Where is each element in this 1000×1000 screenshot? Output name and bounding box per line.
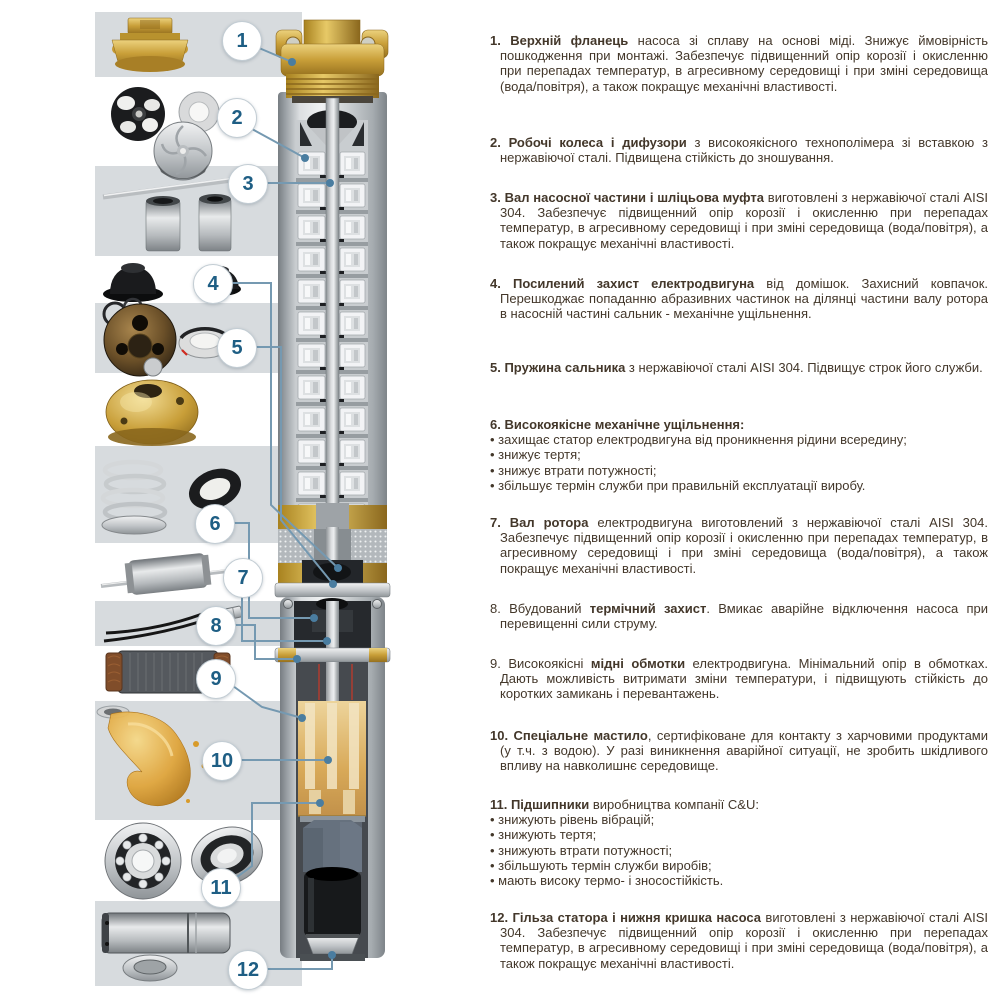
description-text: насоса зі сплаву на основі міді. Знижує ймовірність пошкодження при монтажі. Забезпечує підвищенний опір корозії і окисленню при перепадах температур, в агресивному середовищі і при зміні середовища (вода/повітря), а також покращує механічні властивості. — [500, 33, 988, 94]
callout-number: 4 — [207, 273, 219, 295]
description-item-4 — [490, 276, 988, 322]
description-text: • збільшують термін служби виробів; — [490, 857, 712, 873]
description-item-11 — [490, 797, 988, 888]
description-bold-text: термічний захист — [589, 601, 707, 616]
description-text: • знижують тертя; — [490, 827, 597, 843]
description-text: • знижує втрати потужності; — [490, 462, 657, 478]
motor-protection-caps-photo — [103, 263, 241, 302]
description-text: • захищає статор електродвигуна від проникнення рідини всередину; — [490, 432, 907, 448]
description-bold-text: 1. Верхній фланець — [490, 33, 629, 48]
callout-number: 9 — [210, 668, 222, 690]
description-text: електродвигуна виготовлений з нержавіючої сталі AISI 304. Забезпечує підвищенний опір корозії і окисленню при перепадах температур, в агресивному середовищі і при зміні середовища (вода/повітря), а також покращує механічні властивості. — [500, 515, 988, 576]
description-text: . Вмикає аварійне відключення насоса при перевищенні сили струму. — [500, 601, 988, 632]
upper-brass-flange-photo — [112, 18, 188, 72]
mechanical-seal-spring-photo — [102, 461, 247, 534]
description-text: з високоякісного технополімера зі вставкою з нержавіючої сталі. Підвищена стійкість до зношування. — [500, 135, 988, 166]
description-bold-text: 2. Робочі колеса і дифузори — [490, 135, 687, 150]
description-item-6 — [490, 417, 988, 493]
ball-bearings-photo — [105, 818, 270, 899]
callout-number: 1 — [236, 30, 248, 52]
thermal-protector-cables-photo — [104, 606, 243, 641]
callout-number: 2 — [231, 107, 243, 129]
callout-number: 3 — [242, 173, 254, 195]
description-bold-text: 11. Підшипники — [490, 797, 590, 812]
description-item-9 — [490, 656, 988, 702]
description-text: • знижує тертя; — [490, 447, 581, 463]
callout-number: 7 — [237, 567, 249, 589]
description-text: 8. Вбудований — [490, 601, 590, 616]
callout-number: 5 — [231, 337, 243, 359]
description-text: • збільшує термін служби при правильній експлуатації виробу. — [490, 477, 866, 493]
description-text: з нержавіючої сталі AISI 304. Підвищує строк його служби. — [625, 360, 983, 375]
description-text: виготовлені з нержавіючої сталі AISI 304. Забезпечує підвищенний опір корозії і окисленню при перепадах температур, в агресивному середовищі і при зміні середовища (вода/повітря), а також покращує механічні властивості. — [500, 190, 988, 251]
stator-sleeve-bottom-cap-photo — [102, 913, 230, 981]
description-bold-text: мідні обмотки — [590, 656, 686, 671]
description-text: • знижують рівень вібрацій; — [490, 812, 655, 828]
description-text: • знижують втрати потужності; — [490, 842, 673, 858]
description-text: виготовлені з нержавіючої сталі AISI 304. Забезпечує підвищенний опір корозії і окисленню при перепадах температур, в агресивному середовищі і при зміні середовища (вода/повітря), а також покращує механічні властивості. — [500, 910, 989, 971]
description-bold-text: 12. Гільза статора і нижня кришка насоса — [490, 910, 762, 925]
impellers-diffusers-photo — [111, 87, 219, 180]
rotor-shaft-photo — [101, 553, 236, 596]
seal-housing-rings-photo — [104, 299, 231, 376]
description-text: 9. Високоякісні — [490, 656, 591, 671]
description-item-7 — [490, 515, 988, 576]
descriptions-column — [490, 0, 990, 1000]
stator-copper-windings-photo — [106, 651, 230, 693]
description-bold-text: 6. Високоякісне механічне ущільнення: — [490, 417, 745, 432]
special-oil-splash-photo — [97, 706, 207, 806]
description-text: , сертифіковане для контакту з харчовими продуктами (у т.ч. з водою). У разі виникнення аварійної ситуації, не зробить шкідливого впливу на навколишнє середовище. — [500, 728, 988, 774]
callout-number: 6 — [209, 513, 221, 535]
description-bold-text: 7. Вал ротора — [490, 515, 589, 530]
callout-number: 12 — [236, 959, 260, 981]
description-item-2 — [490, 135, 988, 165]
description-item-12 — [490, 910, 988, 971]
description-text: від домішок. Захисний ковпачок. Перешкоджає попаданню абразивних частинок на ділянці частини валу ротора в насосній частині сальник - механічне ущільнення. — [500, 276, 988, 322]
callout-number: 10 — [210, 750, 234, 772]
description-item-1 — [490, 33, 988, 94]
description-item-8 — [490, 601, 988, 631]
description-item-5 — [490, 360, 988, 375]
borehole-pump-cutaway-illustration — [275, 20, 390, 961]
pump-shaft-spline-coupling-photo — [103, 179, 232, 252]
callout-number: 11 — [210, 877, 232, 899]
description-bold-text: 5. Пружина сальника — [490, 360, 626, 375]
description-bold-text: 4. Посилений захист електродвигуна — [490, 276, 755, 291]
description-item-3 — [490, 190, 988, 251]
callout-number: 8 — [210, 615, 222, 637]
description-bold-text: 3. Вал насосної частини і шліцьова муфта — [490, 190, 764, 205]
description-item-10 — [490, 728, 988, 774]
description-text: виробництва компанії C&U: — [589, 797, 759, 812]
description-text: електродвигуна. Мінімальний опір в обмотках. Дають можливість витримати зміни температури, і підвищують стійкість до коротких замикань і перевантажень. — [500, 656, 988, 702]
description-bold-text: 10. Спеціальне мастило — [490, 728, 648, 743]
gold-bearing-housing-photo — [106, 380, 198, 446]
description-text: • мають високу термо- і зносостійкість. — [490, 873, 724, 889]
